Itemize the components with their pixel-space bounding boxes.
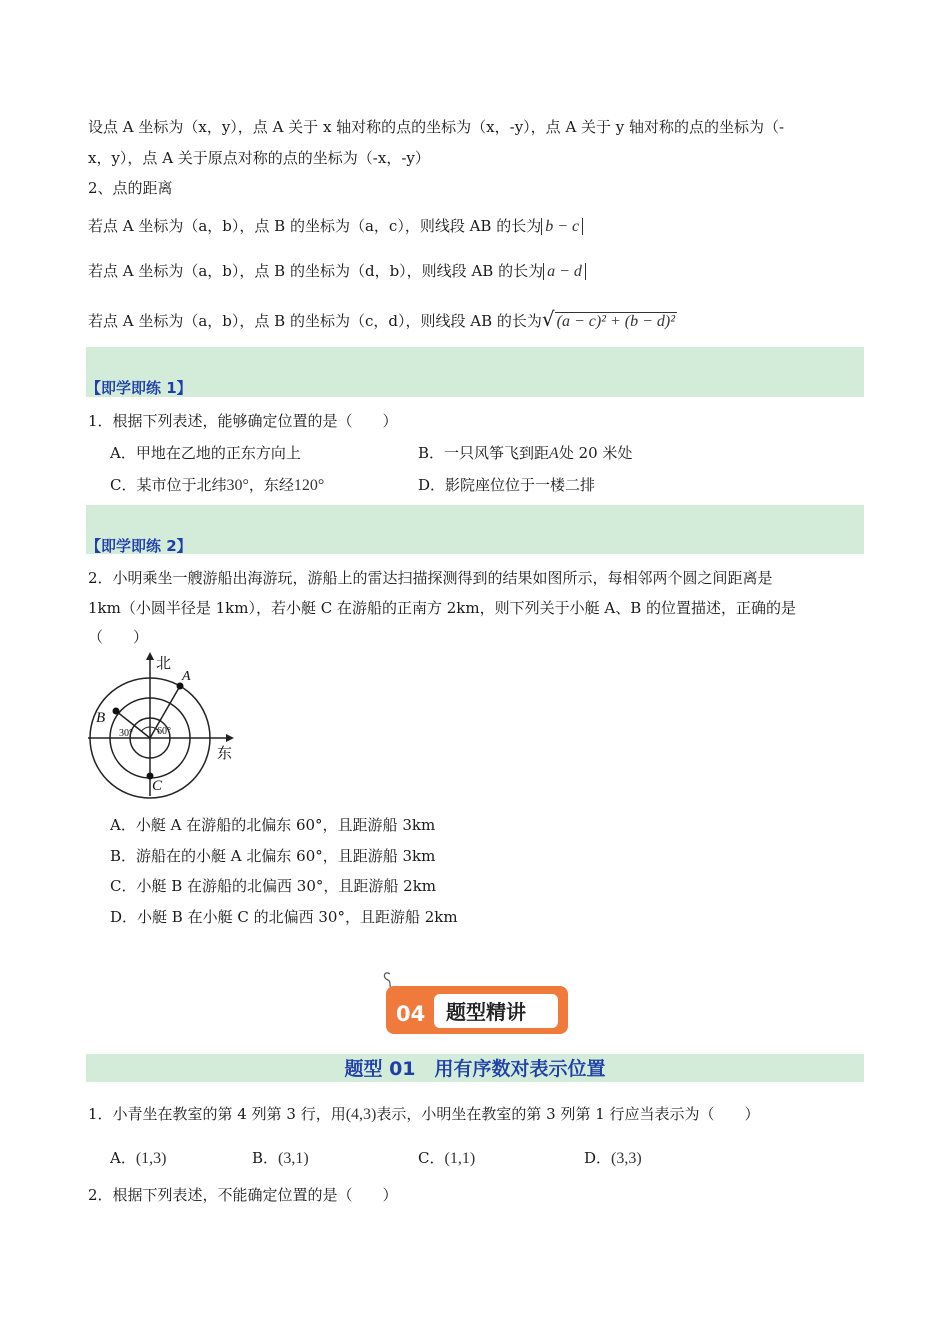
practice-1-question: 1．根据下列表述，能够确定位置的是（ ） bbox=[88, 412, 398, 430]
type-01-option-a-value: (1,3) bbox=[135, 1150, 167, 1167]
type-01-question-1-pre: 1．小青坐在教室的第 4 列第 3 行，用 bbox=[88, 1105, 346, 1123]
type-01-question-1-post: 表示，小明坐在教室的第 3 列第 1 行应当表示为（ ） bbox=[376, 1105, 760, 1123]
practice-2-option-d: D．小艇 B 在小艇 C 的北偏西 30°，且距游船 2km bbox=[110, 908, 458, 926]
practice-1-option-c-lon: 120° bbox=[293, 477, 325, 494]
intro-line-1: 设点 A 坐标为（x，y），点 A 关于 x 轴对称的点的坐标为（x，-y），点 A 关于 y 轴对称的点的坐标为（- bbox=[88, 118, 785, 136]
type-01-question-1 bbox=[88, 1103, 760, 1124]
angle-30-label: 30° bbox=[119, 728, 133, 739]
east-label: 东 bbox=[217, 744, 233, 762]
practice-2-question-line-3: （ ） bbox=[88, 628, 149, 646]
type-01-option-b-label: B． bbox=[252, 1149, 279, 1167]
practice-2-band bbox=[86, 505, 864, 554]
type-01-question-1-math: (4,3) bbox=[345, 1106, 377, 1123]
type-01-option-b bbox=[252, 1147, 309, 1168]
practice-1-option-b bbox=[418, 442, 632, 463]
type-01-title: 题型 01 用有序数对表示位置 bbox=[344, 1058, 606, 1080]
distance-case-1 bbox=[88, 215, 583, 236]
practice-2-question-line-1: 2．小明乘坐一艘游船出海游玩，游船上的雷达扫描探测得到的结果如图所示，每相邻两个圆之间距离是 bbox=[88, 569, 773, 587]
type-01-band bbox=[86, 1054, 864, 1082]
distance-heading: 2、点的距离 bbox=[88, 179, 173, 197]
section-badge bbox=[378, 968, 573, 1038]
type-01-option-d bbox=[584, 1147, 642, 1168]
practice-1-option-b-pre: B．一只风筝飞到距 bbox=[418, 444, 550, 462]
practice-1-option-b-post: 处 20 米处 bbox=[558, 444, 633, 462]
practice-1-option-c-lat: 30° bbox=[226, 477, 249, 494]
practice-2-option-a: A．小艇 A 在游船的北偏东 60°，且距游船 3km bbox=[110, 816, 436, 834]
distance-case-3 bbox=[88, 307, 677, 331]
type-01-option-c bbox=[418, 1147, 475, 1168]
practice-1-option-a: A．甲地在乙地的正东方向上 bbox=[110, 444, 301, 462]
distance-formula-1: b − c bbox=[541, 218, 583, 235]
practice-2-tag: 【即学即练 2】 bbox=[86, 537, 192, 555]
section-number: 04 bbox=[396, 1002, 426, 1026]
distance-case-2-text: 若点 A 坐标为（a，b），点 B 的坐标为（d，b），则线段 AB 的长为 bbox=[88, 262, 544, 280]
distance-case-3-text: 若点 A 坐标为（a，b），点 B 的坐标为（c，d），则线段 AB 的长为 bbox=[88, 312, 542, 330]
radar-figure bbox=[86, 650, 246, 800]
label-a: A bbox=[182, 669, 191, 684]
type-01-option-a-label: A． bbox=[110, 1149, 136, 1167]
type-01-option-c-value: (1,1) bbox=[444, 1150, 476, 1167]
practice-1-option-d: D．影院座位位于一楼二排 bbox=[418, 476, 596, 494]
practice-2-option-b: B．游船在的小艇 A 北偏东 60°，且距游船 3km bbox=[110, 847, 436, 865]
practice-1-option-c bbox=[110, 474, 324, 495]
distance-formula-2: a − d bbox=[543, 263, 586, 280]
sqrt-icon: √ bbox=[541, 307, 555, 331]
distance-case-1-text: 若点 A 坐标为（a，b），点 B 的坐标为（a，c），则线段 AB 的长为 bbox=[88, 217, 542, 235]
boat-b-point bbox=[113, 708, 120, 715]
section-title: 题型精讲 bbox=[446, 1000, 526, 1024]
practice-2-option-c: C．小艇 B 在游船的北偏西 30°，且距游船 2km bbox=[110, 877, 437, 895]
type-01-option-a bbox=[110, 1147, 167, 1168]
type-01-option-d-label: D． bbox=[584, 1149, 612, 1167]
type-01-option-d-value: (3,3) bbox=[611, 1150, 642, 1167]
practice-1-option-c-pre: C．某市位于北纬 bbox=[110, 476, 227, 494]
angle-60-label: 60° bbox=[157, 726, 171, 737]
practice-1-band bbox=[86, 347, 864, 397]
practice-1-option-c-mid: ，东经 bbox=[248, 476, 294, 494]
intro-line-2: x，y），点 A 关于原点对称的点的坐标为（-x，-y） bbox=[88, 149, 430, 167]
practice-1-tag: 【即学即练 1】 bbox=[86, 379, 192, 397]
type-01-option-c-label: C． bbox=[418, 1149, 445, 1167]
type-01-option-b-value: (3,1) bbox=[278, 1150, 309, 1167]
practice-1-option-b-var: A bbox=[549, 445, 559, 462]
practice-2-question-line-2: 1km（小圆半径是 1km），若小艇 C 在游船的正南方 2km，则下列关于小艇 A、B 的位置描述，正确的是 bbox=[88, 599, 797, 617]
label-b: B bbox=[96, 710, 106, 726]
type-01-question-2: 2．根据下列表述，不能确定位置的是（ ） bbox=[88, 1186, 398, 1204]
distance-formula-3: (a − c)² + (b − d)² bbox=[556, 313, 676, 330]
north-label: 北 bbox=[156, 654, 172, 672]
label-c: C bbox=[152, 778, 163, 794]
distance-case-2 bbox=[88, 260, 586, 281]
